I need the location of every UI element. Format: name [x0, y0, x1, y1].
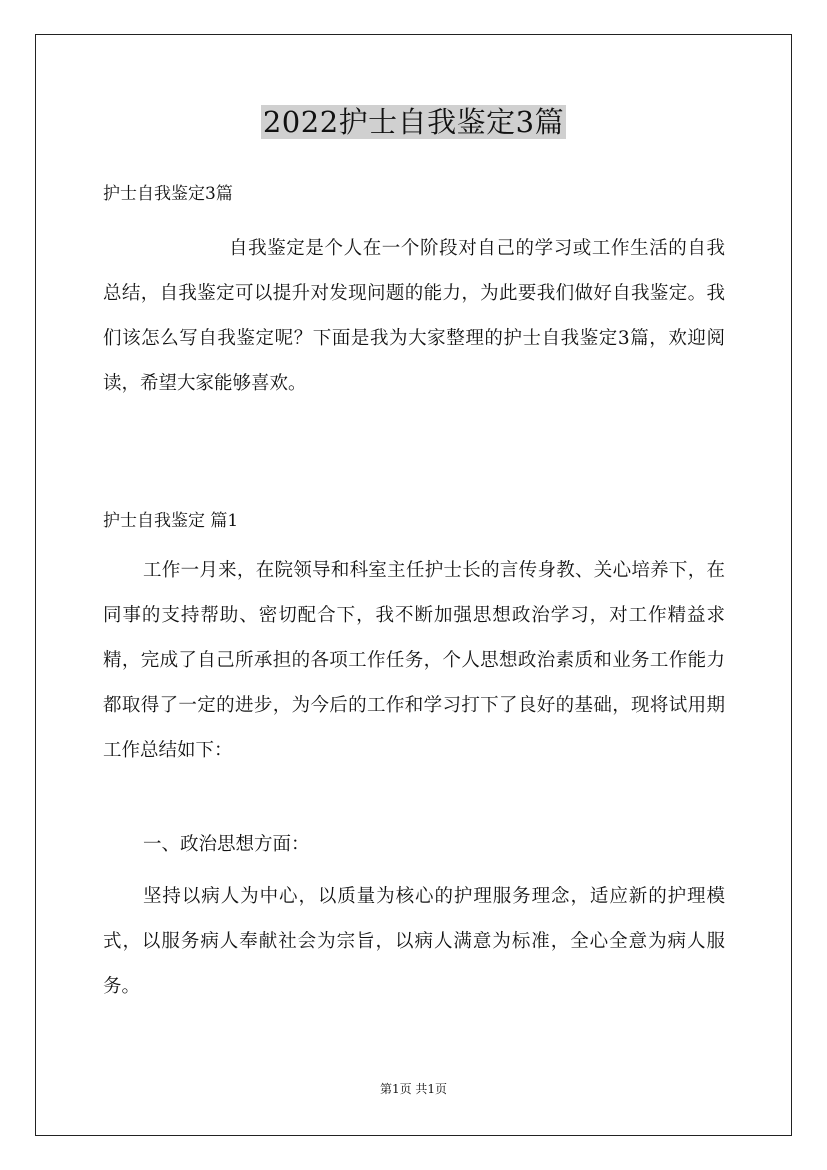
- intro-heading: 护士自我鉴定3篇: [103, 184, 233, 204]
- document-title-text: 2022护士自我鉴定3篇: [262, 105, 565, 139]
- section1-paragraph-1: 工作一月来，在院领导和科室主任护士长的言传身教、关心培养下，在同事的支持帮助、密切配合下，我不断加强思想政治学习，对工作精益求精，完成了自己所承担的各项工作任务，个人思想政治素质和业务工作能力都取得了一定的进步，为今后的工作和学习打下了良好的基础，现将试用期工作总结如下：: [103, 560, 725, 761]
- page-footer: 第1页 共1页: [379, 1082, 448, 1096]
- intro-paragraph: 自我鉴定是个人在一个阶段对自己的学习或工作生活的自我总结，自我鉴定可以提升对发现问题的能力，为此要我们做好自我鉴定。我们该怎么写自我鉴定呢？下面是我为大家整理的护士自我鉴定3篇，欢迎阅读，希望大家能够喜欢。: [103, 238, 725, 394]
- section1-paragraph-2: 坚持以病人为中心，以质量为核心的护理服务理念，适应新的护理模式，以服务病人奉献社会为宗旨，以病人满意为标准，全心全意为病人服务。: [103, 886, 725, 997]
- section1-subheading: 一、政治思想方面：: [143, 834, 310, 855]
- section1-heading: 护士自我鉴定 篇1: [103, 511, 239, 531]
- document-title: [0, 100, 827, 144]
